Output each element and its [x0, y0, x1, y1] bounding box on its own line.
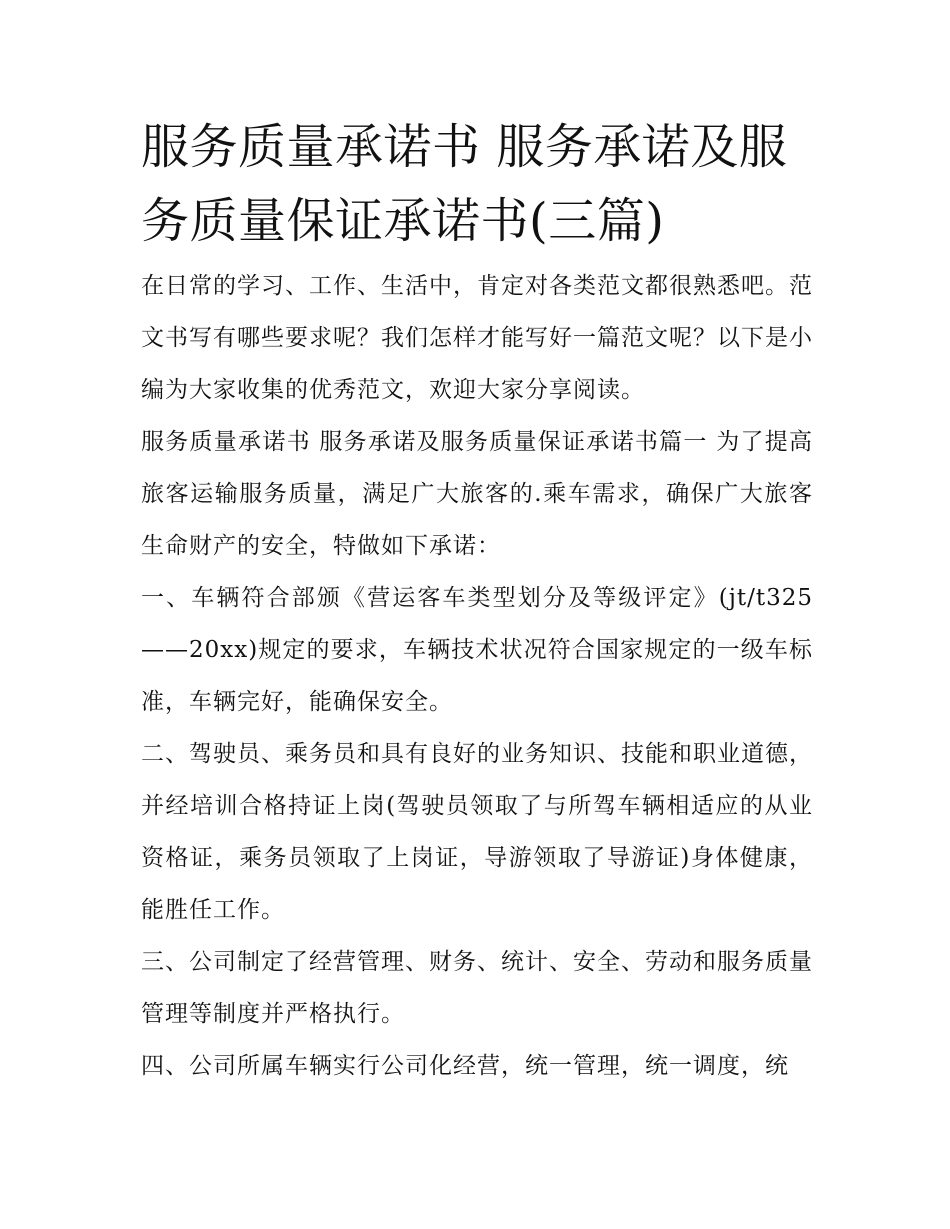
paragraph-intro: 在日常的学习、工作、生活中，肯定对各类范文都很熟悉吧。范文书写有哪些要求呢？我们怎样才能写好一篇范文呢？以下是小编为大家收集的优秀范文，欢迎大家分享阅读。	[141, 273, 813, 403]
paragraph-item-3: 三、公司制定了经营管理、财务、统计、安全、劳动和服务质量管理等制度并严格执行。	[141, 949, 813, 1027]
paragraph-item-2: 二、驾驶员、乘务员和具有良好的业务知识、技能和职业道德，并经培训合格持证上岗(驾驶员领取了与所驾车辆相适应的从业资格证，乘务员领取了上岗证，导游领取了导游证)身体健康，能胜任工作。	[141, 741, 813, 923]
paragraph-item-1: 一、车辆符合部颁《营运客车类型划分及等级评定》(jt/t325——20xx)规定的要求，车辆技术状况符合国家规定的一级车标准，车辆完好，能确保安全。	[141, 585, 813, 715]
paragraph-preamble: 服务质量承诺书 服务承诺及服务质量保证承诺书篇一 为了提高旅客运输服务质量，满足广大旅客的.乘车需求，确保广大旅客生命财产的安全，特做如下承诺：	[141, 429, 813, 559]
document-body	[141, 110, 813, 1092]
document-title: 服务质量承诺书 服务承诺及服务质量保证承诺书(三篇)	[141, 119, 788, 249]
paragraph-item-4: 四、公司所属车辆实行公司化经营，统一管理，统一调度，统	[141, 1053, 789, 1079]
